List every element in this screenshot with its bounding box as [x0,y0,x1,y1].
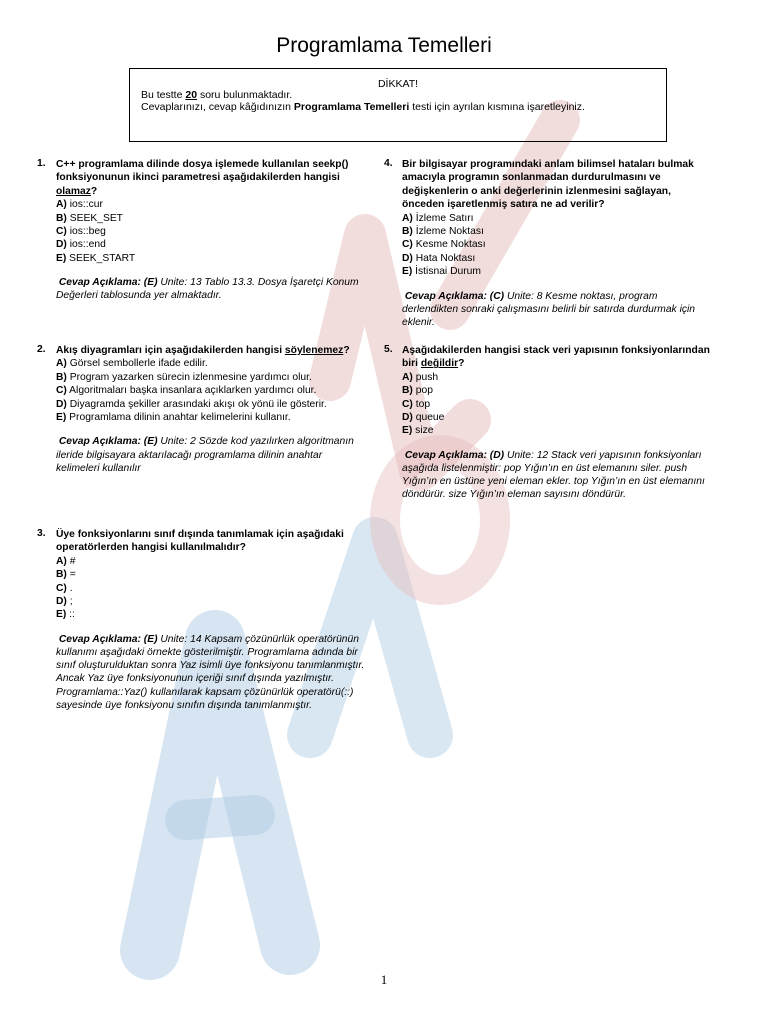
question-number: 5. [384,344,393,355]
option-a: A) ios::cur [56,199,103,211]
question-1 [37,158,368,303]
option-e: E) İstisnai Durum [402,266,481,278]
option-b: B) Program yazarken sürecin izlenmesine yardımcı olur. [56,371,312,383]
question-stem: C++ programlama dilinde dosya işlemede kullanılan seekp() fonksiyonunun ikinci parametresi aşağıdakilerden hangisi olamaz? [56,159,349,197]
question-number: 3. [37,528,46,539]
option-d: D) ios::end [56,239,106,251]
option-c: C) top [402,398,431,410]
question-number: 4. [384,158,393,169]
option-d: D) ; [56,596,73,608]
question-5 [384,344,712,502]
answer-explanation: Cevap Açıklama: (D) Unite: 12 Stack veri yapısının fonksiyonları aşağıda listelenmiştir: pop Yığın’ın en üst elemanını siler. push Yığın’ın en üstüne yeni eleman ekler. top Yığın’ın en üst elemanını döndürür. size Yığın’ın eleman sayısını döndürür. [402,449,705,501]
option-a: A) push [402,371,439,383]
answer-explanation: Cevap Açıklama: (E) Unite: 14 Kapsam çözünürlük operatörünün kullanımı aşağıdaki örnekte gösterilmiştir. Programlama adında bir sınıf oluşturulduktan sonra Yaz isimli üye fonksiyonu tanımlanmıştır. Ancak Yaz üye fonksiyonunun içeriği sınıf dışında yazılmıştır. Programlama::Yaz() kullanılarak kapsam çözünürlük operatörü(::) sayesinde üye fonksiyonu sınıfın dışında tanımlanmıştır. [56,633,365,711]
option-d: D) queue [402,412,445,424]
option-e: E) :: [56,609,75,621]
question-3 [37,528,368,712]
answer-explanation: Cevap Açıklama: (E) Unite: 13 Tablo 13.3. Dosya İşaretçi Konum Değerleri tablosunda yer almaktadır. [56,277,359,302]
question-number: 2. [37,344,46,355]
question-stem: Aşağıdakilerden hangisi stack veri yapısının fonksiyonlarından biri değildir? [402,345,710,370]
question-count: 20 [185,89,198,101]
question-stem: Akış diyagramları için aşağıdakilerden hangisi söylenemez? [56,345,350,356]
question-stem: Bir bilgisayar programındaki anlam bilimsel hataları bulmak amacıyla programın sonlanmadan durdurulmasını ve değişkenlerin o anki değerlerinin izlenmesini sağlayan, önceden işaretlenmiş satıra ne ad verilir? [402,159,694,211]
option-a: A) İzleme Satırı [402,212,474,224]
answer-explanation: Cevap Açıklama: (E) Unite: 2 Sözde kod yazılırken algoritmanın ileride bilgisayara aktarılacağı programlama dilinin anahtar kelimeleri kullanılır [56,436,354,474]
option-b: B) İzleme Noktası [402,226,484,238]
question-2 [37,344,368,475]
answer-explanation: Cevap Açıklama: (C) Unite: 8 Kesme noktası, program derlendikten sonraki çalışmasını belirli bir satırda durdurmak için eklenir. [402,290,696,329]
option-a: A) # [56,555,76,567]
question-number: 1. [37,158,46,169]
notice-box [129,68,667,142]
option-b: B) pop [402,385,433,397]
option-a: A) Görsel sembollerle ifade edilir. [56,358,208,370]
option-e: E) Programlama dilinin anahtar kelimelerini kullanır. [56,412,291,424]
option-c: C) Kesme Noktası [402,239,486,251]
option-c: C) Algoritmaları başka insanlara açıklarken yardımcı olur. [56,385,317,397]
option-e: E) SEEK_START [56,252,136,264]
notice-line-1: Bu testte 20 soru bulunmaktadır. [141,89,293,101]
option-d: D) Hata Noktası [402,252,476,264]
option-b: B) = [56,569,76,581]
page-number: 1 [380,972,388,987]
notice-line-2: Cevaplarınızı, cevap kâğıdınızın Programlama Temelleri testi için ayrılan kısmına işaretleyiniz. [141,101,585,113]
page-title: Programlama Temelleri [276,34,492,57]
option-d: D) Diyagramda şekiller arasındaki akışı ok yönü ile gösterir. [56,398,327,410]
question-4 [384,158,712,329]
option-c: C) . [56,582,73,594]
option-b: B) SEEK_SET [56,212,123,224]
notice-heading: DİKKAT! [377,78,419,90]
option-c: C) ios::beg [56,226,106,238]
option-e: E) size [402,425,434,437]
question-stem: Üye fonksiyonlarını sınıf dışında tanımlamak için aşağıdaki operatörlerden hangisi kullanılmalıdır? [56,529,344,554]
